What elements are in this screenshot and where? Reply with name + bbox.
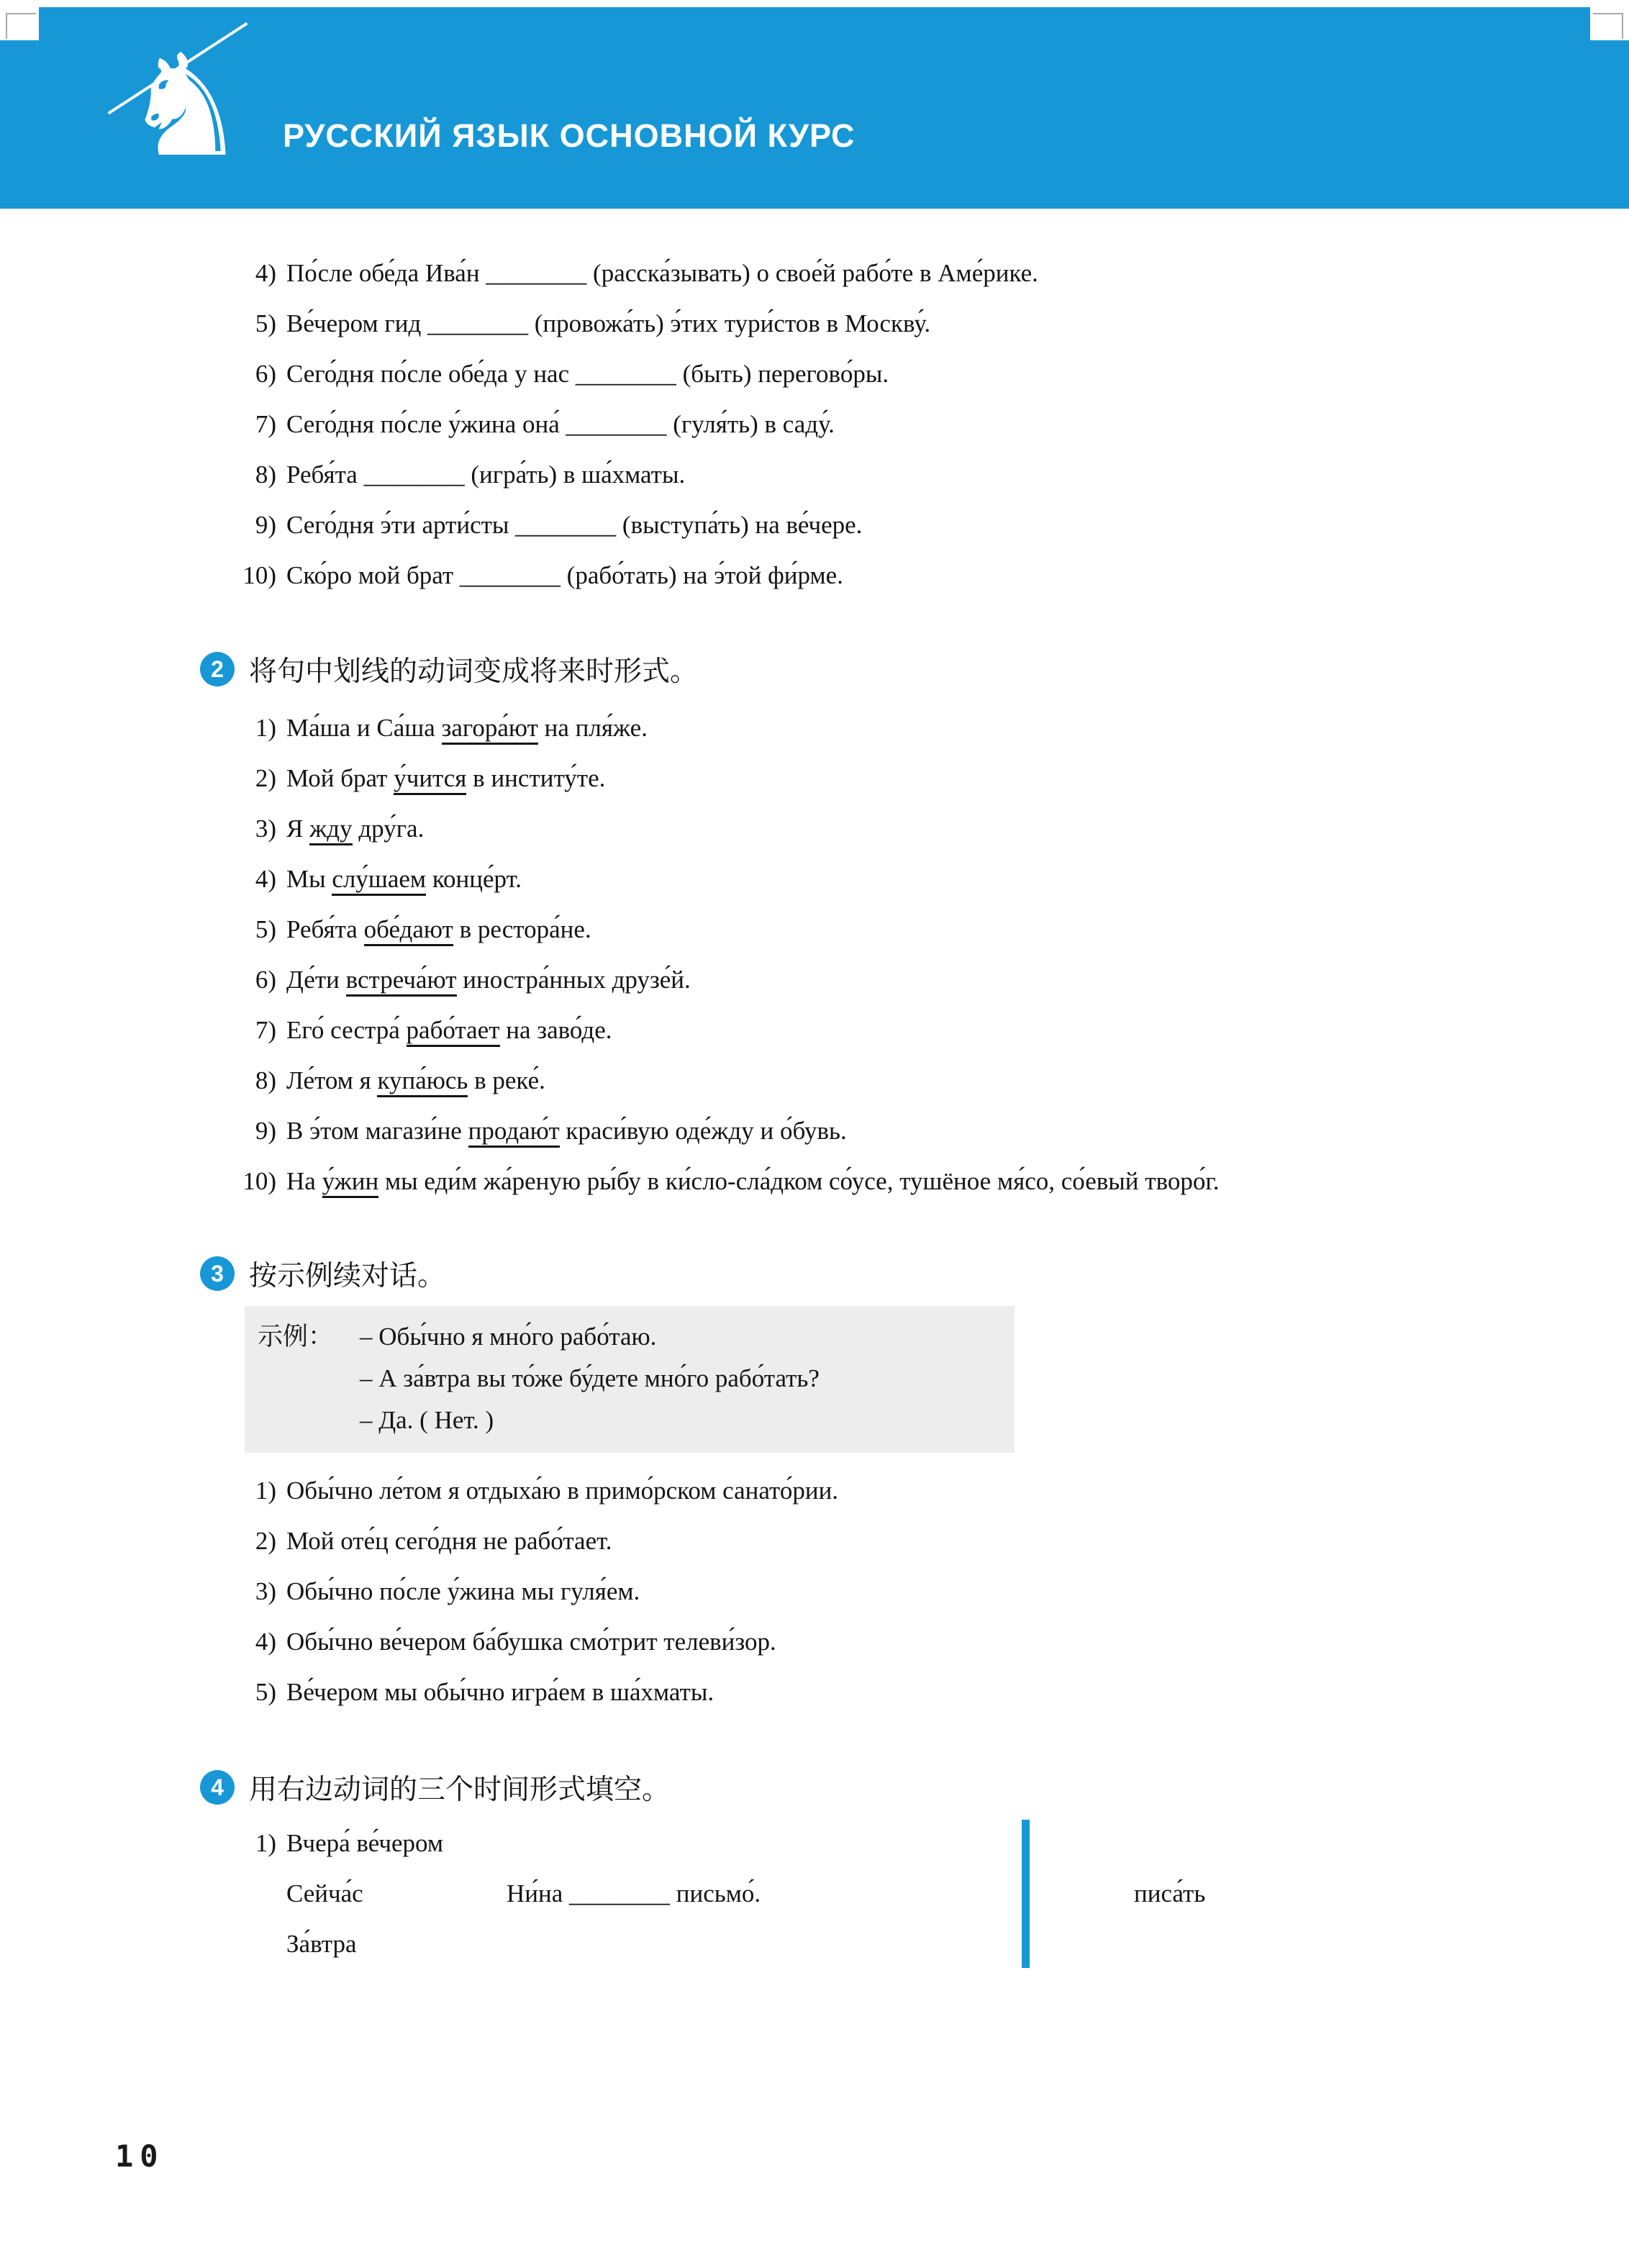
- underlined-verb: загора́ют: [442, 714, 538, 745]
- list-item: [0, 1667, 1629, 1718]
- list-item: [0, 1156, 1629, 1207]
- item-number: 1): [255, 1477, 276, 1505]
- list-item: [0, 500, 1629, 550]
- list-item: [0, 904, 1629, 955]
- underlined-verb: рабо́тает: [407, 1016, 500, 1047]
- item-number: 9): [255, 511, 276, 539]
- list-item: [0, 753, 1629, 804]
- item-number: 7): [255, 1016, 276, 1044]
- item-number: 5): [255, 915, 276, 943]
- item-text: Обы́чно ле́том я отдыха́ю в примо́рском санато́рии.: [286, 1477, 839, 1505]
- exercise-number-badge: 3: [200, 1256, 235, 1291]
- dialogue-line: – Обы́чно я мно́го рабо́таю.: [360, 1323, 657, 1351]
- fill-in-sentence: Ни́на ________ письмо́.: [507, 1879, 761, 1908]
- publisher-logo: [108, 25, 263, 191]
- exercise-number-badge: 4: [200, 1770, 235, 1805]
- item-number: 6): [255, 360, 276, 388]
- corner-crop-mark: [0, 7, 39, 40]
- divider-bar: [1022, 1820, 1030, 1968]
- item-text: Его́ сестра́ рабо́тает на заво́де.: [286, 1005, 1629, 1056]
- item-number: 7): [255, 410, 276, 438]
- item-text: Сего́дня э́ти арти́сты ________ (выступа́ть) на ве́чере.: [286, 511, 863, 539]
- list-item: [0, 550, 1629, 601]
- item-number: 6): [255, 966, 276, 994]
- item-text: Мой оте́ц сего́дня не рабо́тает.: [286, 1527, 612, 1555]
- item-number: 8): [255, 1066, 276, 1094]
- item-number: 4): [255, 259, 276, 287]
- item-text: Я жду дру́га.: [286, 804, 1629, 854]
- exercise-number-badge: 2: [200, 652, 235, 686]
- example-label: 示例：: [258, 1323, 334, 1351]
- dialogue-line: – А за́втра вы то́же бу́дете мно́го рабо́тать?: [360, 1364, 820, 1392]
- item-number: 5): [255, 1678, 276, 1706]
- list-item: [0, 450, 1629, 500]
- exercise-instruction: 用右边动词的三个时间形式填空。: [249, 1774, 671, 1805]
- book-title: РУССКИЙ ЯЗЫК ОСНОВНОЙ КУРС: [283, 117, 856, 154]
- item-number: 1): [255, 714, 276, 742]
- item-text: Де́ти встреча́ют иностра́нных друзе́й.: [286, 955, 1629, 1005]
- list-item: [0, 1056, 1629, 1106]
- verb-column: [1134, 1818, 1205, 1969]
- underlined-verb: встреча́ют: [346, 966, 457, 997]
- list-item: [0, 1516, 1629, 1566]
- item-number: 10): [242, 1167, 276, 1195]
- exercise2-header: [0, 644, 1629, 694]
- list-item: [0, 1617, 1629, 1667]
- item-text: Мы слу́шаем конце́рт.: [286, 854, 1629, 904]
- underlined-verb: жду: [309, 815, 353, 845]
- infinitive-verb: писа́ть: [1134, 1879, 1206, 1908]
- exercise1-list: [0, 248, 1629, 601]
- item-number: 9): [255, 1117, 276, 1145]
- item-text: Ско́ро мой брат ________ (рабо́тать) на э́той фи́рме.: [286, 561, 843, 589]
- underlined-verb: у́жин: [322, 1167, 379, 1198]
- item-text: Ве́чером гид ________ (провожа́ть) э́тих тури́стов в Москву́.: [286, 309, 931, 337]
- list-item: [0, 1566, 1629, 1617]
- list-item: [0, 299, 1629, 349]
- horse-rider-icon: ♞: [122, 30, 249, 186]
- time-word: За́втра: [286, 1930, 357, 1958]
- list-item: [0, 955, 1629, 1005]
- item-number: 4): [255, 1628, 276, 1656]
- list-item: [0, 349, 1629, 399]
- underlined-verb: у́чится: [394, 764, 466, 795]
- exercise2-list: [0, 703, 1629, 1207]
- item-number: 8): [255, 461, 276, 489]
- example-dialogue: [360, 1316, 1015, 1441]
- item-text: Сего́дня по́сле обе́да у нас ________ (быть) перегово́ры.: [286, 360, 889, 388]
- item-text: Мой брат у́чится в институ́те.: [286, 753, 1629, 804]
- item-number: 2): [255, 764, 276, 792]
- time-word: Вчера́ ве́чером: [286, 1829, 443, 1857]
- list-item: [0, 854, 1629, 904]
- underlined-verb: купа́юсь: [377, 1066, 468, 1097]
- list-item: [0, 1106, 1629, 1156]
- item-number: 1): [255, 1829, 276, 1857]
- dialogue-line: – Да. ( Нет. ): [360, 1406, 494, 1434]
- item-number: 5): [255, 309, 276, 337]
- item-number: 10): [242, 561, 276, 589]
- item-text: Ве́чером мы обы́чно игра́ем в ша́хматы.: [286, 1678, 714, 1706]
- list-item: [0, 399, 1629, 450]
- sentence-column: [507, 1818, 1022, 1969]
- time-words-column: [223, 1818, 507, 1969]
- list-item: [0, 703, 1629, 753]
- item-number: 2): [255, 1527, 276, 1555]
- item-text: Сего́дня по́сле у́жина она́ ________ (гуля́ть) в саду́.: [286, 410, 835, 438]
- item-number: 4): [255, 865, 276, 893]
- item-text: Обы́чно ве́чером ба́бушка смо́трит телеви́зор.: [286, 1628, 776, 1656]
- corner-crop-mark: [1590, 7, 1629, 40]
- exercise3-list: [0, 1466, 1629, 1718]
- item-text: Ле́том я купа́юсь в реке́.: [286, 1056, 1629, 1106]
- time-word: Сейча́с: [286, 1879, 363, 1908]
- list-item: [0, 1466, 1629, 1516]
- exercise4-header: [0, 1762, 1629, 1813]
- underlined-verb: продаю́т: [468, 1117, 560, 1148]
- item-text: Ребя́та ________ (игра́ть) в ша́хматы.: [286, 461, 686, 489]
- exercise-instruction: 按示例续对话。: [249, 1261, 446, 1292]
- item-text: На у́жин мы еди́м жа́реную ры́бу в ки́сло-сла́дком со́усе, тушёное мя́со, со́евый творо́г.: [286, 1156, 1629, 1207]
- item-text: Ребя́та обе́дают в рестора́не.: [286, 904, 1629, 955]
- underlined-verb: обе́дают: [364, 915, 453, 946]
- item-text: Обы́чно по́сле у́жина мы гуля́ем.: [286, 1577, 640, 1605]
- list-item: [223, 1818, 507, 1869]
- list-item: [0, 248, 1629, 299]
- item-text: Ма́ша и Са́ша загора́ют на пля́же.: [286, 703, 1629, 753]
- exercise-instruction: 将句中划线的动词变成将来时形式。: [249, 656, 699, 687]
- item-number: 3): [255, 815, 276, 843]
- underlined-verb: слу́шаем: [332, 865, 426, 896]
- item-number: 3): [255, 1577, 276, 1605]
- item-text: По́сле обе́да Ива́н ________ (расска́зывать) о свое́й рабо́те в Аме́рике.: [286, 259, 1038, 287]
- list-item: [0, 804, 1629, 854]
- list-item: [0, 1005, 1629, 1056]
- header-band: [0, 7, 1629, 209]
- example-box: [245, 1306, 1015, 1453]
- exercise4-fill-block: [0, 1818, 1629, 1969]
- item-text: В э́том магази́не продаю́т краси́вую оде́жду и о́бувь.: [286, 1106, 1629, 1156]
- page-number: 10: [115, 2138, 165, 2174]
- exercise3-header: [0, 1248, 1629, 1299]
